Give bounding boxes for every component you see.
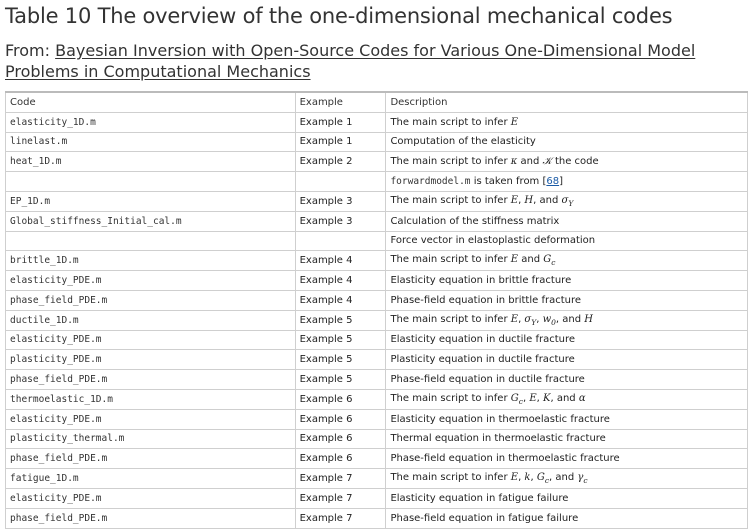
description-text: , [536, 392, 543, 404]
math-symbol: G [543, 254, 552, 266]
math-symbol: α [578, 392, 586, 404]
table-row [6, 211, 748, 231]
code-cell: phase_field_PDE.m [6, 449, 296, 469]
description-text: , and [555, 313, 585, 325]
example-cell: Example 6 [295, 409, 386, 429]
description-text: The main script to infer [390, 313, 511, 325]
code-cell: thermoelastic_1D.m [6, 389, 296, 409]
description-cell [386, 271, 748, 291]
description-cell [386, 469, 748, 489]
description-text: , [518, 313, 525, 325]
description-text: Elasticity equation in ductile fracture [390, 334, 576, 346]
description-cell [386, 310, 748, 330]
code-cell [6, 231, 296, 251]
code-cell [6, 172, 296, 192]
example-cell: Example 6 [295, 429, 386, 449]
table-row [6, 449, 748, 469]
example-cell: Example 5 [295, 310, 386, 330]
table-row [6, 350, 748, 370]
example-cell: Example 4 [295, 290, 386, 310]
codes-table [5, 91, 748, 529]
description-text: The main script to infer [390, 472, 511, 484]
description-cell [386, 251, 748, 271]
description-text: Phase-field equation in ductile fracture [390, 374, 585, 386]
description-text: ] [559, 176, 564, 188]
example-cell: Example 3 [295, 211, 386, 231]
description-text: Phase-field equation in thermoelastic fracture [390, 453, 620, 465]
math-subscript: Y [531, 317, 537, 327]
math-symbol: σ [561, 194, 569, 206]
math-symbol: γ [577, 472, 584, 484]
description-text: Calculation of the stiffness matrix [390, 215, 560, 227]
description-cell [386, 211, 748, 231]
math-symbol: E [529, 392, 537, 404]
code-cell: phase_field_PDE.m [6, 290, 296, 310]
code-cell: heat_1D.m [6, 152, 296, 172]
math-symbol: H [584, 313, 593, 325]
example-cell: Example 4 [295, 251, 386, 271]
table-row [6, 191, 748, 211]
table-row [6, 251, 748, 271]
example-cell [295, 172, 386, 192]
math-symbol: E [510, 254, 519, 266]
table-row [6, 152, 748, 172]
description-text: Elasticity equation in fatigue failure [390, 492, 569, 504]
description-cell [386, 132, 748, 152]
table-row [6, 310, 748, 330]
math-symbol: E [510, 194, 519, 206]
code-cell: fatigue_1D.m [6, 469, 296, 489]
code-cell: brittle_1D.m [6, 251, 296, 271]
math-subscript: c [518, 396, 523, 406]
table-row [6, 488, 748, 508]
math-symbol: H [524, 194, 534, 206]
math-symbol: σ [524, 313, 532, 325]
description-text: and [518, 254, 544, 266]
description-text: The main script to infer [390, 156, 511, 168]
citation-link[interactable]: 68 [546, 176, 560, 188]
math-symbol: G [510, 392, 519, 404]
table-row [6, 469, 748, 489]
description-text: , [536, 313, 543, 325]
description-cell [386, 290, 748, 310]
example-cell: Example 4 [295, 271, 386, 291]
description-text: the code [551, 156, 599, 168]
example-cell: Example 1 [295, 132, 386, 152]
code-cell: elasticity_PDE.m [6, 271, 296, 291]
description-text: , [518, 194, 525, 206]
math-subscript: c [583, 476, 588, 486]
table-row [6, 112, 748, 132]
description-cell [386, 191, 748, 211]
source-article-link[interactable]: Bayesian Inversion with Open-Source Codes for Various One-Dimensional Model Problems in Computational Mechanics [5, 41, 696, 81]
description-text: and [517, 156, 543, 168]
code-cell: phase_field_PDE.m [6, 370, 296, 390]
math-symbol: w [542, 313, 552, 325]
code-cell: EP_1D.m [6, 191, 296, 211]
description-cell [386, 409, 748, 429]
example-cell: Example 5 [295, 370, 386, 390]
example-cell: Example 3 [295, 191, 386, 211]
description-text: Thermal equation in thermoelastic fracture [390, 433, 606, 445]
math-subscript: 0 [551, 317, 556, 327]
header-example: Example [295, 92, 386, 112]
example-cell: Example 7 [295, 508, 386, 528]
description-text: , [530, 472, 537, 484]
description-text: , [518, 472, 525, 484]
math-symbol: K [542, 392, 551, 404]
math-subscript: c [551, 258, 556, 268]
header-code: Code [6, 92, 296, 112]
source-line [5, 40, 745, 82]
description-cell [386, 172, 748, 192]
description-cell [386, 231, 748, 251]
example-cell: Example 5 [295, 330, 386, 350]
description-text: Plasticity equation in ductile fracture [390, 354, 575, 366]
description-text: The main script to infer [390, 116, 511, 128]
description-cell [386, 488, 748, 508]
code-cell: plasticity_thermal.m [6, 429, 296, 449]
description-text: Computation of the elasticity [390, 136, 536, 148]
table-row [6, 370, 748, 390]
math-symbol: E [510, 313, 519, 325]
math-symbol: E [510, 472, 519, 484]
math-symbol: G [536, 472, 545, 484]
example-cell: Example 7 [295, 488, 386, 508]
description-cell [386, 508, 748, 528]
math-symbol: κ [510, 156, 518, 168]
description-text: Elasticity equation in brittle fracture [390, 275, 572, 287]
description-cell [386, 389, 748, 409]
table-row [6, 172, 748, 192]
code-cell: linelast.m [6, 132, 296, 152]
description-cell [386, 112, 748, 132]
example-cell: Example 7 [295, 469, 386, 489]
example-cell: Example 2 [295, 152, 386, 172]
math-subscript: Y [568, 198, 574, 208]
example-cell: Example 5 [295, 350, 386, 370]
description-text: Force vector in elastoplastic deformation [390, 235, 596, 247]
table-row [6, 290, 748, 310]
from-label: From: [5, 41, 51, 60]
code-cell: ductile_1D.m [6, 310, 296, 330]
table-row [6, 389, 748, 409]
code-cell: phase_field_PDE.m [6, 508, 296, 528]
description-text: , and [550, 392, 579, 404]
description-cell [386, 350, 748, 370]
description-text: Phase-field equation in brittle fracture [390, 294, 582, 306]
description-text: Elasticity equation in thermoelastic fracture [390, 413, 610, 425]
table-row [6, 271, 748, 291]
code-cell: elasticity_PDE.m [6, 330, 296, 350]
description-cell [386, 152, 748, 172]
table-row [6, 409, 748, 429]
table-header-row [6, 92, 748, 112]
description-text: , and [533, 194, 562, 206]
math-symbol: 𝒦 [542, 156, 552, 168]
example-cell: Example 6 [295, 389, 386, 409]
code-cell: elasticity_PDE.m [6, 409, 296, 429]
description-text: The main script to infer [390, 392, 511, 404]
math-subscript: c [544, 476, 550, 486]
description-text: The main script to infer [390, 194, 511, 206]
table-body [6, 112, 748, 528]
description-text: Phase-field equation in fatigue failure [390, 512, 579, 524]
description-text: is taken from [ [470, 176, 547, 188]
math-symbol: E [510, 116, 519, 128]
table-row [6, 132, 748, 152]
example-cell: Example 6 [295, 449, 386, 469]
example-cell: Example 1 [295, 112, 386, 132]
description-cell [386, 370, 748, 390]
header-description: Description [386, 92, 748, 112]
table-row [6, 508, 748, 528]
description-text: , and [549, 472, 578, 484]
table-row [6, 330, 748, 350]
code-cell: elasticity_1D.m [6, 112, 296, 132]
inline-code: forwardmodel.m [390, 176, 471, 188]
description-cell [386, 449, 748, 469]
code-cell: plasticity_PDE.m [6, 350, 296, 370]
example-cell [295, 231, 386, 251]
math-symbol: k [524, 472, 531, 484]
code-cell: Global_stiffness_Initial_cal.m [6, 211, 296, 231]
table-title: Table 10 The overview of the one-dimensional mechanical codes [5, 4, 673, 28]
description-text: , [522, 392, 530, 404]
description-cell [386, 429, 748, 449]
table-row [6, 231, 748, 251]
table-row [6, 429, 748, 449]
code-cell: elasticity_PDE.m [6, 488, 296, 508]
description-text: The main script to infer [390, 254, 511, 266]
description-cell [386, 330, 748, 350]
